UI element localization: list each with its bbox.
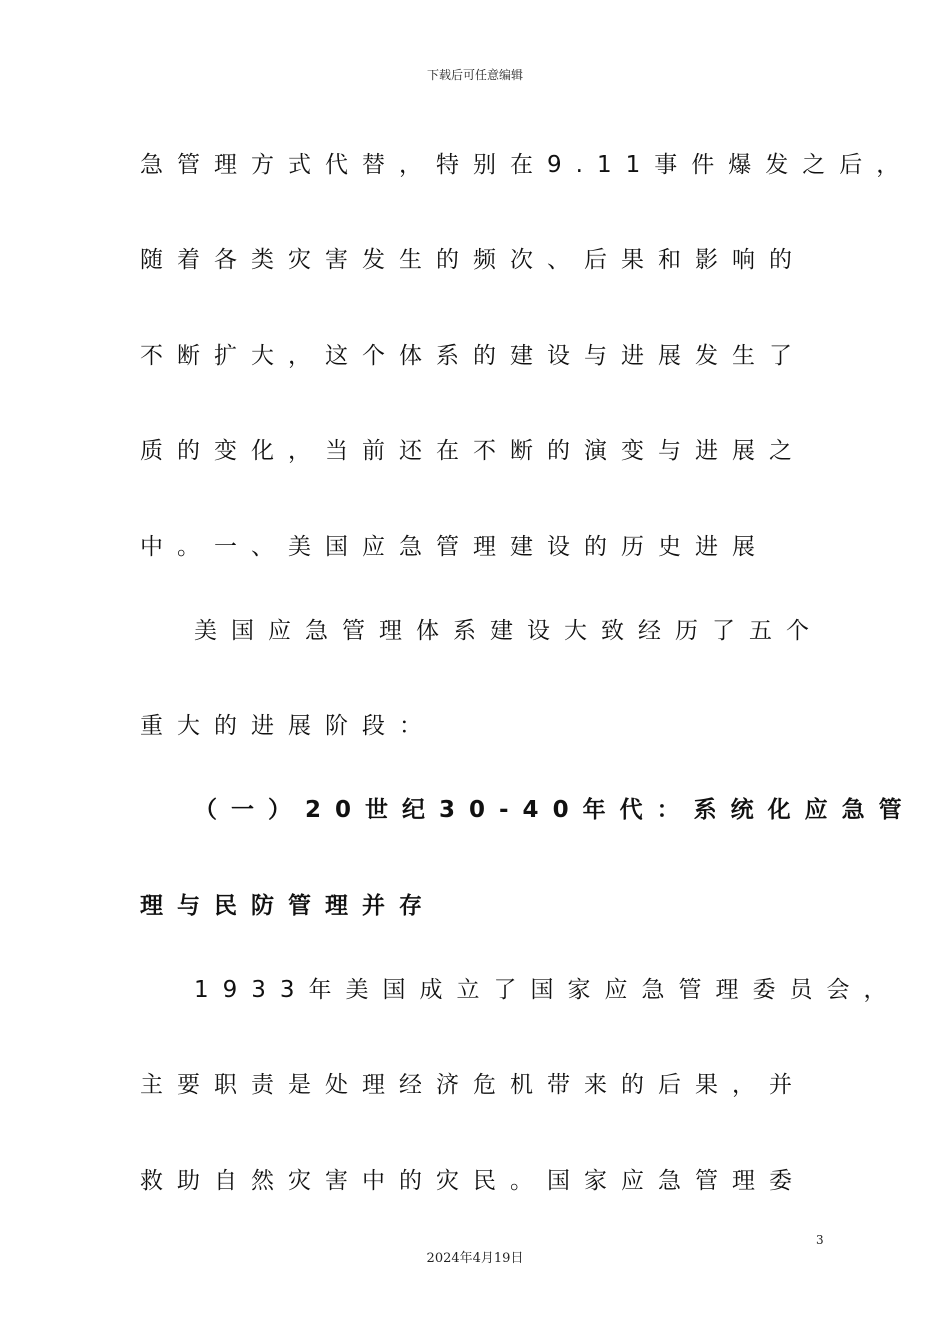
paragraph-line-3: 1933年美国成立了国家应急管理委员会， bbox=[194, 977, 901, 1003]
paragraph-line-4: 主要职责是处理经济危机带来的后果，并 bbox=[140, 1072, 806, 1098]
page-header: 下载后可任意编辑 bbox=[426, 68, 523, 82]
body-line-5: 中。一、美国应急管理建设的历史进展 bbox=[140, 534, 769, 560]
paragraph-line-5: 救助自然灾害中的灾民。国家应急管理委 bbox=[140, 1168, 806, 1194]
body-line-2: 随着各类灾害发生的频次、后果和影响的 bbox=[140, 247, 806, 273]
page-number: 3 bbox=[816, 1233, 824, 1247]
section-heading-line-1: （一）20世纪30-40年代：系统化应急管 bbox=[194, 797, 916, 823]
body-line-4: 质的变化，当前还在不断的演变与进展之 bbox=[140, 438, 806, 464]
body-line-3: 不断扩大，这个体系的建设与进展发生了 bbox=[140, 343, 806, 369]
section-heading-line-2: 理与民防管理并存 bbox=[140, 893, 436, 919]
page-footer-date: 2024年4月19日 bbox=[426, 1251, 524, 1266]
body-line-1: 急管理方式代替，特别在9.11事件爆发之后， bbox=[140, 152, 914, 178]
paragraph-line-2: 重大的进展阶段： bbox=[140, 713, 436, 739]
paragraph-line-1: 美国应急管理体系建设大致经历了五个 bbox=[194, 618, 823, 644]
